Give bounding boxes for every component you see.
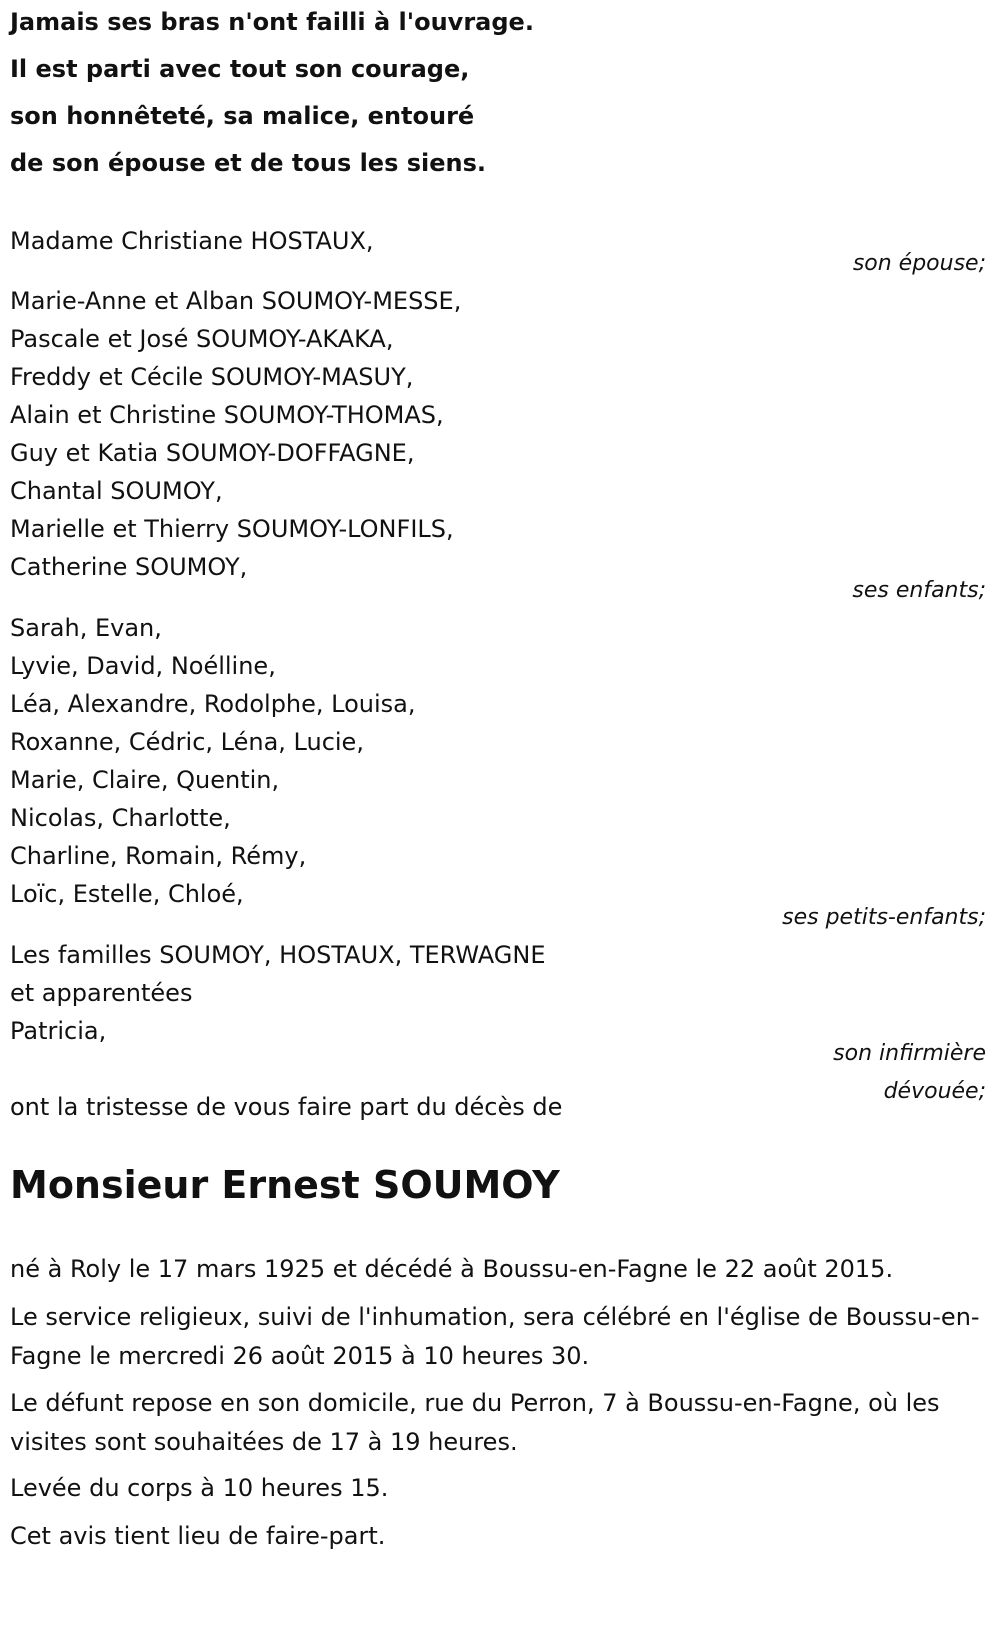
grandchild-line: Roxanne, Cédric, Léna, Lucie, — [10, 728, 364, 756]
announcement-text: ont la tristesse de vous faire part du décès de — [10, 1093, 563, 1121]
grandchild-line: Nicolas, Charlotte, — [10, 804, 231, 832]
service-info: Le service religieux, suivi de l'inhumation, sera célébré en l'église de Boussu-en-Fagne le mercredi 26 août 2015 à 10 heures 30. — [10, 1303, 980, 1370]
child-line: Marielle et Thierry SOUMOY-LONFILS, — [10, 515, 454, 543]
child-line: Catherine SOUMOY, — [10, 553, 248, 581]
grandchild-line: Léa, Alexandre, Rodolphe, Louisa, — [10, 690, 416, 718]
grandchildren-role: ses petits-enfants; — [782, 905, 986, 930]
child-line: Freddy et Cécile SOUMOY-MASUY, — [10, 363, 414, 391]
grandchild-line: Sarah, Evan, — [10, 614, 162, 642]
nurse-role-line-2: dévouée; — [883, 1079, 986, 1104]
family-line: Patricia, — [10, 1017, 107, 1045]
body-removal-info: Levée du corps à 10 heures 15. — [10, 1474, 389, 1502]
child-line: Pascale et José SOUMOY-AKAKA, — [10, 325, 394, 353]
child-line: Marie-Anne et Alban SOUMOY-MESSE, — [10, 287, 462, 315]
family-line: et apparentées — [10, 979, 193, 1007]
child-line: Alain et Christine SOUMOY-THOMAS, — [10, 401, 444, 429]
grandchild-line: Lyvie, David, Noélline, — [10, 652, 276, 680]
visitation-info: Le défunt repose en son domicile, rue du Perron, 7 à Boussu-en-Fagne, où les visites sont souhaitées de 17 à 19 heures. — [10, 1389, 940, 1456]
grandchild-line: Loïc, Estelle, Chloé, — [10, 880, 244, 908]
grandchild-line: Marie, Claire, Quentin, — [10, 766, 280, 794]
spouse-name: Madame Christiane HOSTAUX, — [10, 227, 374, 255]
poem-line-3: son honnêteté, sa malice, entouré — [10, 102, 475, 130]
poem-line-4: de son épouse et de tous les siens. — [10, 149, 487, 177]
poem-line-2: Il est parti avec tout son courage, — [10, 55, 470, 83]
birth-death-info: né à Roly le 17 mars 1925 et décédé à Boussu-en-Fagne le 22 août 2015. — [10, 1255, 894, 1283]
children-role: ses enfants; — [852, 578, 986, 603]
grandchild-line: Charline, Romain, Rémy, — [10, 842, 307, 870]
deceased-name: Monsieur Ernest SOUMOY — [10, 1163, 560, 1207]
nurse-role-line-1: son infirmière — [833, 1041, 986, 1066]
family-line: Les familles SOUMOY, HOSTAUX, TERWAGNE — [10, 941, 546, 969]
poem-line-1: Jamais ses bras n'ont failli à l'ouvrage. — [10, 8, 534, 36]
notice-statement: Cet avis tient lieu de faire-part. — [10, 1522, 386, 1550]
child-line: Guy et Katia SOUMOY-DOFFAGNE, — [10, 439, 415, 467]
child-line: Chantal SOUMOY, — [10, 477, 223, 505]
spouse-role: son épouse; — [852, 251, 986, 276]
